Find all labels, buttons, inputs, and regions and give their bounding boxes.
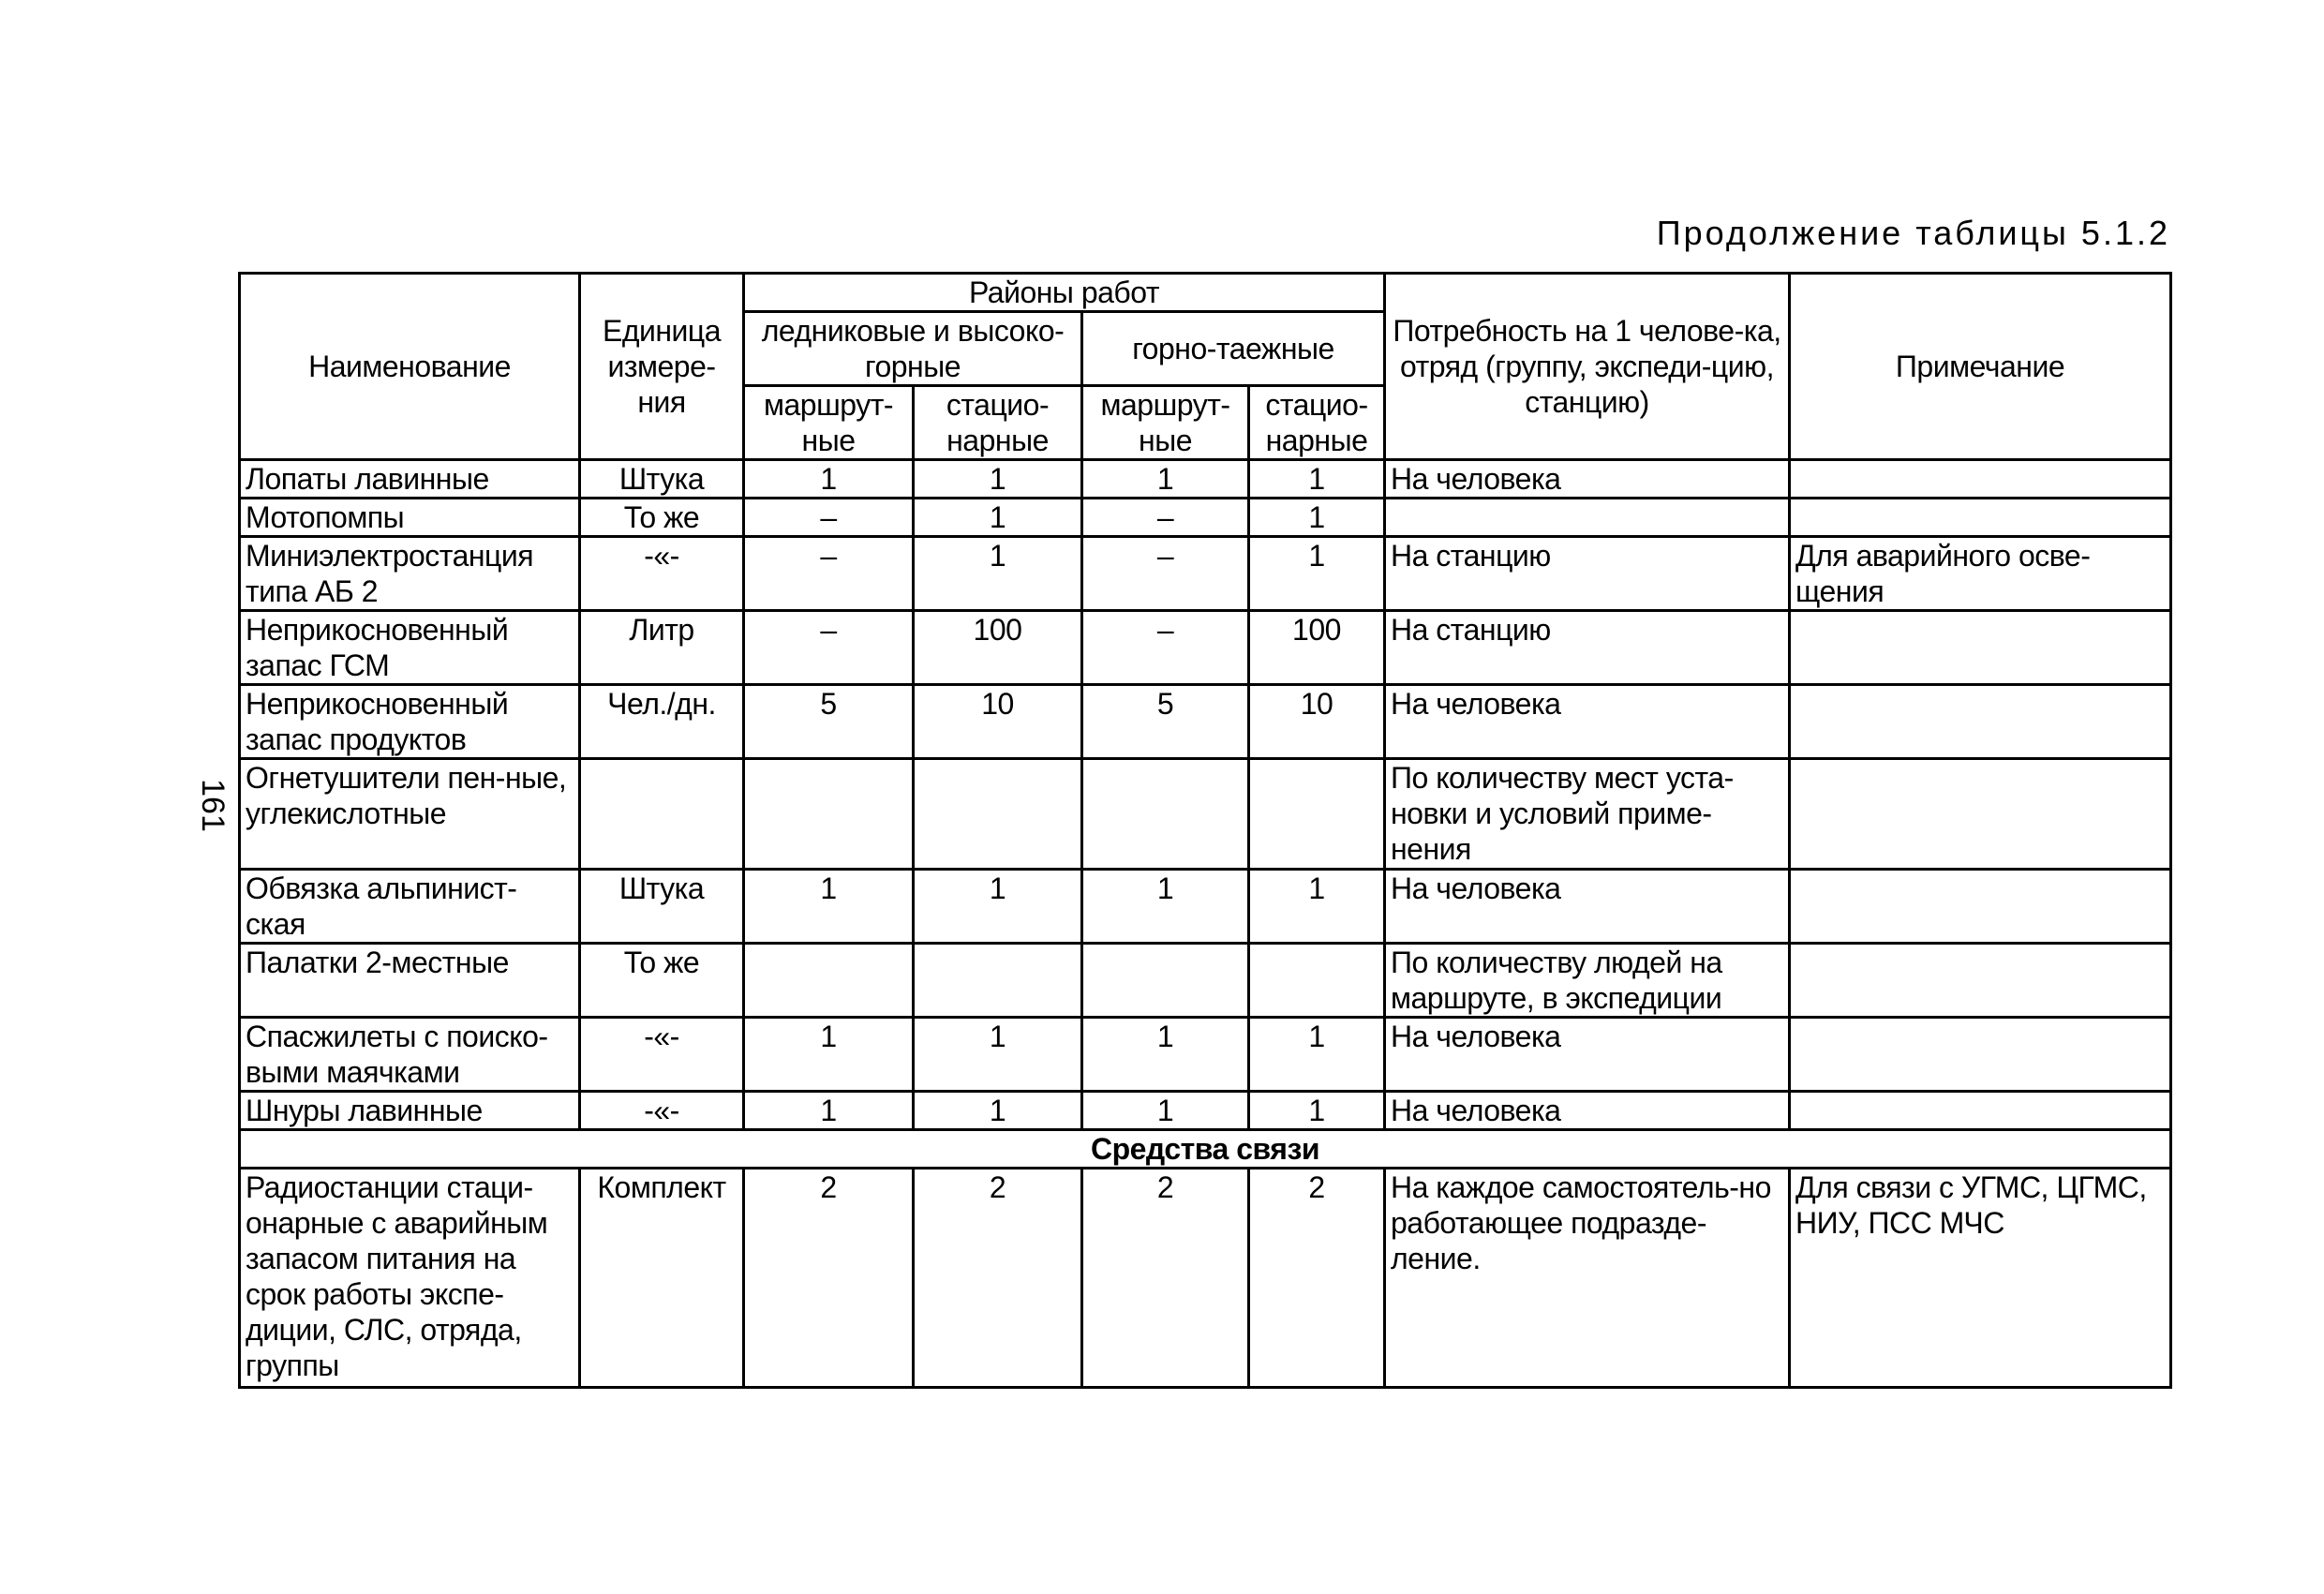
- header-unit: Единица измере-ния: [580, 274, 744, 460]
- cell-t-r: 1: [1082, 1092, 1249, 1130]
- cell-g-s: 1: [914, 870, 1082, 944]
- cell-note: [1790, 611, 2171, 685]
- cell-g-s: 10: [914, 685, 1082, 759]
- cell-name: Неприкосновенный запас ГСМ: [240, 611, 580, 685]
- header-note: Примечание: [1790, 274, 2171, 460]
- table-row: [240, 1169, 2171, 1388]
- header-taiga: горно-таежные: [1082, 312, 1385, 386]
- table-row: [240, 685, 2171, 759]
- page-number: 161: [194, 779, 231, 832]
- cell-t-r: [1082, 944, 1249, 1018]
- cell-need: По количеству мест уста-новки и условий приме-нения: [1385, 759, 1790, 870]
- cell-unit: [580, 759, 744, 870]
- cell-name: Шнуры лавинные: [240, 1092, 580, 1130]
- cell-t-s: [1249, 759, 1385, 870]
- cell-note: [1790, 685, 2171, 759]
- cell-name: Радиостанции стаци-онарные с аварийным запасом питания на срок работы экспе-диции, СЛС, отряда, группы: [240, 1169, 580, 1388]
- cell-need: [1385, 499, 1790, 537]
- cell-need: На человека: [1385, 1018, 1790, 1092]
- cell-g-s: 1: [914, 460, 1082, 499]
- cell-t-s: 10: [1249, 685, 1385, 759]
- cell-need: По количеству людей на маршруте, в экспедиции: [1385, 944, 1790, 1018]
- cell-t-r: 1: [1082, 1018, 1249, 1092]
- cell-t-s: 2: [1249, 1169, 1385, 1388]
- cell-need: На человека: [1385, 685, 1790, 759]
- cell-unit: Литр: [580, 611, 744, 685]
- cell-t-s: 100: [1249, 611, 1385, 685]
- cell-note: [1790, 944, 2171, 1018]
- cell-g-s: 1: [914, 1092, 1082, 1130]
- table-continuation-title: Продолжение таблицы 5.1.2: [1656, 214, 2170, 252]
- cell-need: На человека: [1385, 870, 1790, 944]
- cell-g-s: 1: [914, 1018, 1082, 1092]
- cell-t-r: 1: [1082, 870, 1249, 944]
- table-row: [240, 1018, 2171, 1092]
- cell-note: [1790, 460, 2171, 499]
- cell-t-s: 1: [1249, 499, 1385, 537]
- cell-t-r: 2: [1082, 1169, 1249, 1388]
- cell-g-r: [744, 759, 914, 870]
- cell-t-s: [1249, 944, 1385, 1018]
- table-row: [240, 944, 2171, 1018]
- cell-unit: -«-: [580, 537, 744, 611]
- cell-need: На каждое самостоятель-но работающее подразде-ление.: [1385, 1169, 1790, 1388]
- table-row: [240, 460, 2171, 499]
- table-row: [240, 870, 2171, 944]
- cell-unit: Комплект: [580, 1169, 744, 1388]
- cell-t-r: –: [1082, 611, 1249, 685]
- cell-t-r: 5: [1082, 685, 1249, 759]
- cell-g-s: 1: [914, 499, 1082, 537]
- cell-note: Для аварийного осве-щения: [1790, 537, 2171, 611]
- header-glacier-route: маршрут-ные: [744, 386, 914, 460]
- cell-unit: Чел./дн.: [580, 685, 744, 759]
- cell-g-s: 100: [914, 611, 1082, 685]
- cell-note: [1790, 1018, 2171, 1092]
- cell-name: Палатки 2-местные: [240, 944, 580, 1018]
- cell-g-r: 1: [744, 1092, 914, 1130]
- cell-note: [1790, 1092, 2171, 1130]
- cell-g-s: [914, 759, 1082, 870]
- header-glacier: ледниковые и высоко-горные: [744, 312, 1082, 386]
- table-row: [240, 759, 2171, 870]
- cell-name: Мотопомпы: [240, 499, 580, 537]
- cell-name: Спасжилеты с поиско-выми маячками: [240, 1018, 580, 1092]
- cell-g-s: [914, 944, 1082, 1018]
- cell-g-r: 2: [744, 1169, 914, 1388]
- header-taiga-route: маршрут-ные: [1082, 386, 1249, 460]
- cell-t-s: 1: [1249, 870, 1385, 944]
- cell-g-r: 1: [744, 460, 914, 499]
- header-glacier-stationary: стацио-нарные: [914, 386, 1082, 460]
- section-header: Средства связи: [240, 1130, 2171, 1169]
- table-row: [240, 499, 2171, 537]
- cell-t-r: [1082, 759, 1249, 870]
- cell-need: На человека: [1385, 460, 1790, 499]
- cell-g-r: –: [744, 499, 914, 537]
- cell-t-s: 1: [1249, 460, 1385, 499]
- cell-unit: Штука: [580, 460, 744, 499]
- cell-note: Для связи с УГМС, ЦГМС, НИУ, ПСС МЧС: [1790, 1169, 2171, 1388]
- cell-t-s: 1: [1249, 537, 1385, 611]
- cell-unit: То же: [580, 499, 744, 537]
- cell-unit: То же: [580, 944, 744, 1018]
- cell-note: [1790, 759, 2171, 870]
- cell-t-s: 1: [1249, 1092, 1385, 1130]
- cell-need: На человека: [1385, 1092, 1790, 1130]
- cell-name: Лопаты лавинные: [240, 460, 580, 499]
- cell-name: Неприкосновенный запас продуктов: [240, 685, 580, 759]
- cell-g-r: –: [744, 611, 914, 685]
- table-row: [240, 537, 2171, 611]
- cell-g-s: 1: [914, 537, 1082, 611]
- cell-note: [1790, 499, 2171, 537]
- table-row: [240, 611, 2171, 685]
- cell-need: На станцию: [1385, 611, 1790, 685]
- cell-unit: -«-: [580, 1018, 744, 1092]
- header-need: Потребность на 1 челове-ка, отряд (группу, экспеди-цию, станцию): [1385, 274, 1790, 460]
- cell-note: [1790, 870, 2171, 944]
- cell-g-r: 5: [744, 685, 914, 759]
- cell-t-r: –: [1082, 537, 1249, 611]
- equipment-table: [238, 272, 2172, 1389]
- cell-g-r: 1: [744, 1018, 914, 1092]
- cell-need: На станцию: [1385, 537, 1790, 611]
- cell-t-r: 1: [1082, 460, 1249, 499]
- cell-name: Обвязка альпинист-ская: [240, 870, 580, 944]
- header-taiga-stationary: стацио-нарные: [1249, 386, 1385, 460]
- header-regions: Районы работ: [744, 274, 1385, 312]
- cell-g-r: 1: [744, 870, 914, 944]
- cell-name: Огнетушители пен-ные, углекислотные: [240, 759, 580, 870]
- cell-g-r: –: [744, 537, 914, 611]
- cell-g-s: 2: [914, 1169, 1082, 1388]
- table-row: [240, 1092, 2171, 1130]
- cell-g-r: [744, 944, 914, 1018]
- header-name: Наименование: [240, 274, 580, 460]
- cell-unit: -«-: [580, 1092, 744, 1130]
- cell-name: Миниэлектростанция типа АБ 2: [240, 537, 580, 611]
- cell-t-r: –: [1082, 499, 1249, 537]
- cell-unit: Штука: [580, 870, 744, 944]
- cell-t-s: 1: [1249, 1018, 1385, 1092]
